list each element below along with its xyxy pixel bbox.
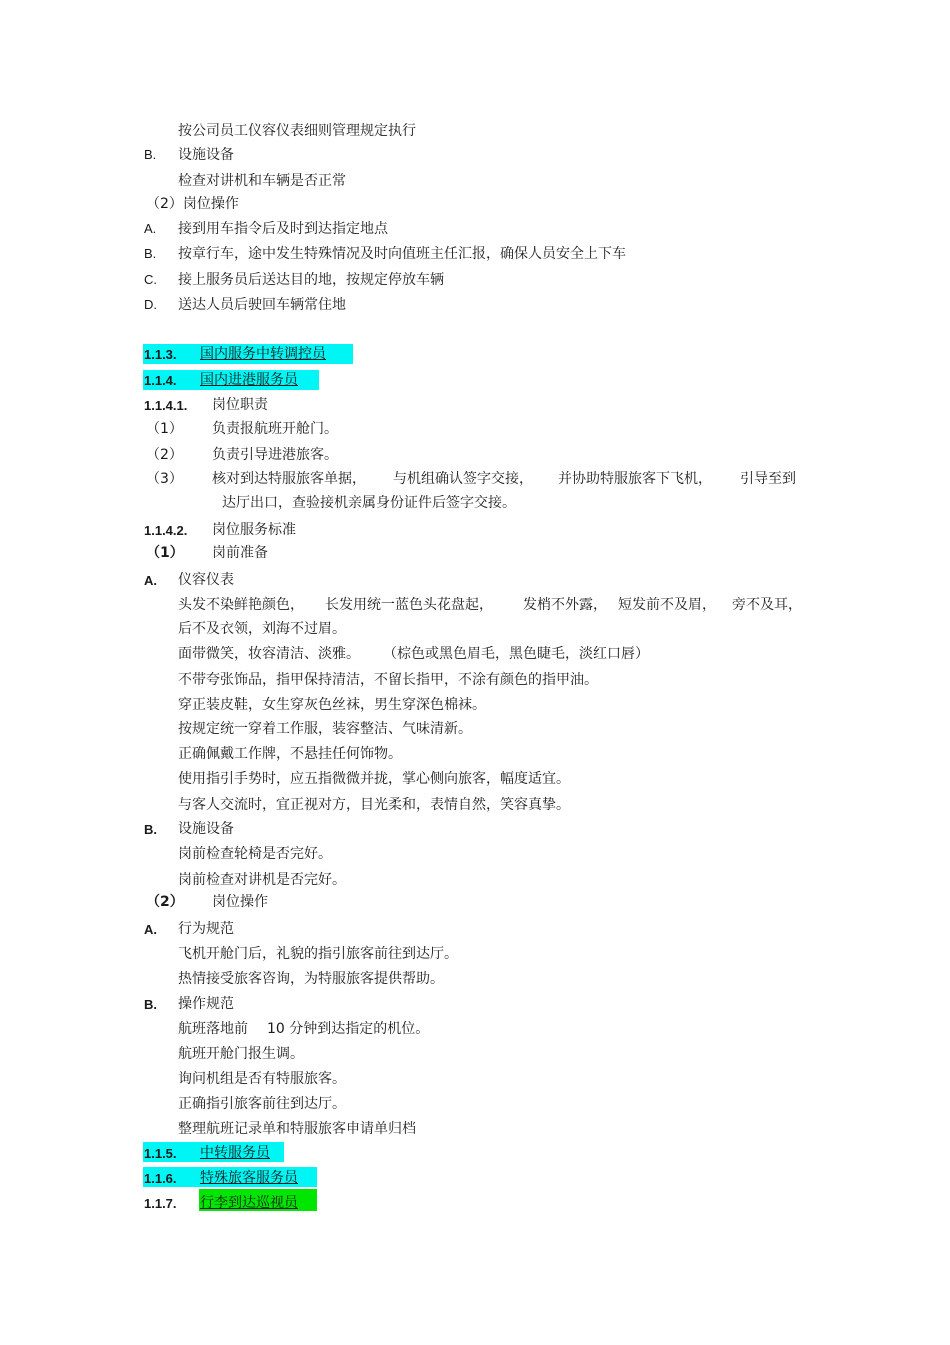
text-line: 不带夸张饰品，指甲保持清洁，不留长指甲，不涂有颜色的指甲油。 — [178, 672, 598, 688]
list-marker: B. — [144, 147, 157, 162]
section-title: 国内服务中转调控员 — [200, 346, 326, 362]
list-marker: A. — [144, 221, 157, 236]
text-line: 接上服务员后送达目的地，按规定停放车辆 — [178, 272, 444, 288]
text-line: 热情接受旅客咨询，为特服旅客提供帮助。 — [178, 971, 444, 987]
section-number: 1.1.3. — [144, 347, 177, 362]
text-line: 与客人交流时，宜正视对方，目光柔和，表情自然，笑容真挚。 — [178, 797, 570, 813]
text-line: 负责报航班开舱门。 — [212, 421, 338, 437]
text-line: 按规定统一穿着工作服，装容整洁、气味清新。 — [178, 721, 472, 737]
text-line: 询问机组是否有特服旅客。 — [178, 1071, 346, 1087]
list-marker: B. — [144, 246, 157, 261]
section-title: 行李到达巡视员 — [200, 1195, 298, 1211]
list-marker: A. — [144, 573, 157, 588]
text-line: 按公司员工仪容仪表细则管理规定执行 — [178, 123, 416, 139]
text-line: 整理航班记录单和特服旅客申请单归档 — [178, 1121, 416, 1137]
text-line: 操作规范 — [178, 996, 234, 1012]
text-line: 达厅出口，查验接机亲属身份证件后签字交接。 — [222, 495, 516, 511]
text-line: 航班开舱门报生调。 — [178, 1046, 304, 1062]
text-line: 岗前准备 — [212, 545, 268, 561]
list-marker: B. — [144, 822, 157, 837]
text-line: 检查对讲机和车辆是否正常 — [178, 173, 346, 189]
text-line: 正确佩戴工作牌，不悬挂任何饰物。 — [178, 746, 402, 762]
text-line: 送达人员后驶回车辆常住地 — [178, 297, 346, 313]
list-marker: （3） — [146, 471, 183, 487]
text-line: 与机组确认签字交接， — [393, 471, 533, 487]
text-line: 引导至到 — [740, 471, 796, 487]
section-number: 1.1.4.1. — [144, 398, 188, 413]
text-line: 负责引导进港旅客。 — [212, 447, 338, 463]
section-title: 国内进港服务员 — [200, 372, 298, 388]
list-marker: B. — [144, 997, 157, 1012]
list-marker: （2） — [146, 894, 184, 910]
text-line: 穿正装皮鞋，女生穿灰色丝袜，男生穿深色棉袜。 — [178, 697, 486, 713]
text-line: 航班落地前 — [178, 1021, 248, 1037]
text-line: （2）岗位操作 — [146, 196, 239, 212]
section-title: 岗位服务标准 — [212, 522, 296, 538]
text-line: 长发用统一蓝色头花盘起， — [325, 597, 493, 613]
section-number: 1.1.4.2. — [144, 523, 188, 538]
text-line: 短发前不及眉， — [618, 597, 716, 613]
list-marker: C. — [144, 272, 157, 287]
section-title: 岗位职责 — [212, 397, 268, 413]
text-line: 设施设备 — [178, 821, 234, 837]
section-number: 1.1.5. — [144, 1146, 177, 1161]
section-title: 中转服务员 — [200, 1145, 270, 1161]
text-line: 使用指引手势时，应五指微微并拢，掌心侧向旅客，幅度适宜。 — [178, 771, 570, 787]
list-marker: D. — [144, 297, 157, 312]
text-line: 核对到达特服旅客单据， — [212, 471, 366, 487]
list-marker: A. — [144, 922, 157, 937]
text-line: 发梢不外露， — [523, 597, 607, 613]
text-line: 接到用车指令后及时到达指定地点 — [178, 221, 388, 237]
text-line: 仪容仪表 — [178, 572, 234, 588]
text-line: （棕色或黑色眉毛，黑色睫毛，淡红口唇） — [383, 646, 649, 662]
text-line: 面带微笑，妆容清洁、淡雅。 — [178, 646, 360, 662]
text-line: 岗位操作 — [212, 894, 268, 910]
list-marker: （1） — [146, 421, 183, 437]
text-line: 岗前检查对讲机是否完好。 — [178, 872, 346, 888]
text-line: 并协助特服旅客下飞机， — [558, 471, 712, 487]
text-line: 旁不及耳， — [732, 597, 802, 613]
text-line: 设施设备 — [178, 147, 234, 163]
section-number: 1.1.7. — [144, 1196, 177, 1211]
text-line: 后不及衣领，刘海不过眉。 — [178, 621, 346, 637]
section-number: 1.1.4. — [144, 373, 177, 388]
section-number: 1.1.6. — [144, 1171, 177, 1186]
text-line: 正确指引旅客前往到达厅。 — [178, 1096, 346, 1112]
text-line: 岗前检查轮椅是否完好。 — [178, 846, 332, 862]
text-line: 飞机开舱门后，礼貌的指引旅客前往到达厅。 — [178, 946, 458, 962]
list-marker: （1） — [146, 545, 184, 561]
text-line: 行为规范 — [178, 921, 234, 937]
section-title: 特殊旅客服务员 — [200, 1170, 298, 1186]
list-marker: （2） — [146, 447, 183, 463]
text-line: 10 分钟到达指定的机位。 — [267, 1021, 430, 1037]
text-line: 按章行车，途中发生特殊情况及时向值班主任汇报，确保人员安全上下车 — [178, 246, 626, 262]
text-line: 头发不染鲜艳颜色， — [178, 597, 304, 613]
